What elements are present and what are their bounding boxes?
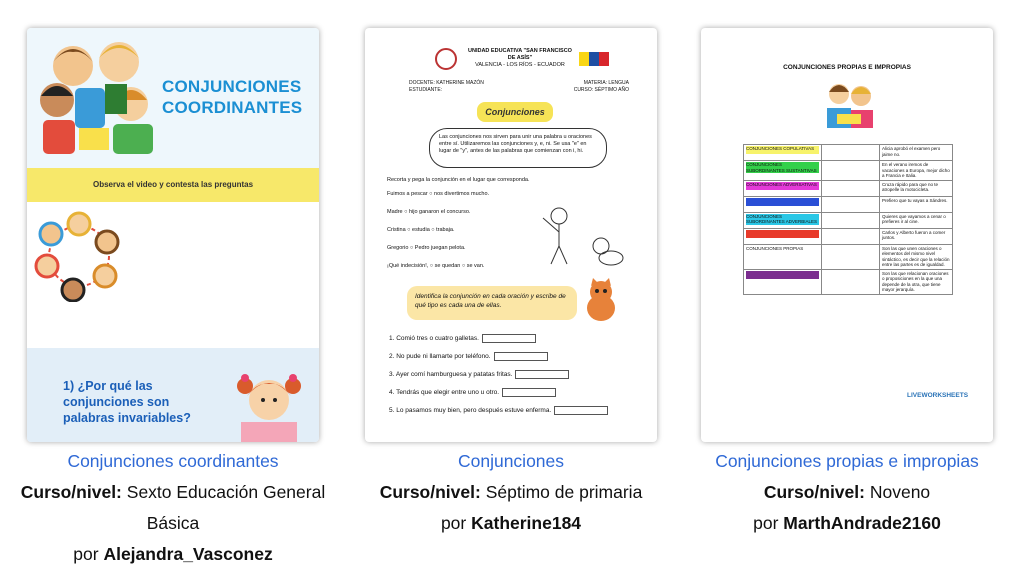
worksheet-thumbnail[interactable] (27, 28, 319, 442)
conjunction-label-cell (744, 196, 822, 212)
conjunction-label-cell (744, 145, 822, 161)
definition-cloud: Las conjunciones nos sirven para unir una palabra u oraciones entre sí. Utilizaremos las conjunciones y, e, ni. Se usa "e" en lugar de "y", antes de las palabras que comienzan con i, hi. (429, 128, 607, 168)
worksheet-caption-2 (340, 446, 682, 539)
exercise-text: 1. Comió tres o cuatro galletas. (389, 335, 479, 343)
exercise-item (389, 406, 608, 415)
exercise-item (389, 388, 556, 397)
docente-text: DOCENTE: KATHERINE MAZÓN (409, 80, 484, 86)
drop-target-cell[interactable] (822, 196, 880, 212)
instruction-text: Recorta y pega la conjunción en el lugar que corresponda. (387, 177, 530, 183)
cat-icon (583, 278, 619, 322)
drop-target-cell[interactable] (822, 180, 880, 196)
drop-target-cell[interactable] (822, 269, 880, 294)
school-subtitle: VALENCIA - LOS RÍOS - ECUADOR (475, 62, 565, 68)
drop-target-cell[interactable] (822, 244, 880, 269)
level-value: Noveno (869, 482, 931, 502)
drop-target-cell[interactable] (822, 145, 880, 161)
worksheet-title-link[interactable]: Conjunciones (457, 451, 565, 471)
exercise-instruction-note: Identifica la conjunción en cada oración y escribe de qué tipo es cada una de ellas. (407, 286, 577, 320)
conjunction-row (744, 228, 953, 244)
answer-box[interactable] (482, 334, 536, 343)
exercise-line: Cristina ○ estudia ○ trabaja. (387, 227, 455, 233)
author-name[interactable]: Katherine184 (471, 513, 582, 533)
worksheet-caption-3 (676, 446, 1018, 539)
curso-text: CURSO: SÉPTIMO AÑO (573, 87, 629, 93)
exercise-line: Fuimos a pescar ○ nos divertimos mucho. (387, 191, 490, 197)
by-label: por (753, 513, 779, 533)
conjunction-label (746, 271, 819, 279)
exercise-item (389, 370, 569, 379)
worksheet-thumbnail[interactable] (701, 28, 993, 442)
example-sentence-cell: Prefiero que tu vayas a Sándres. (880, 196, 953, 212)
conjunction-row (744, 244, 953, 269)
answer-box[interactable] (502, 388, 556, 397)
conjunction-label-cell (744, 269, 822, 294)
exercise-text: 5. Lo pasamos muy bien, pero después estuve enferma. (389, 407, 552, 415)
author-name[interactable]: Alejandra_Vasconez (103, 544, 273, 564)
thumbnail-heading: CONJUNCIONES COORDINANTES (162, 77, 303, 117)
exercise-line: ¡Qué indecisión!, ○ se quedan ○ se van. (387, 263, 485, 269)
example-sentence-cell: Quieres que vayamos a cenar o prefieres ir al cine. (880, 212, 953, 228)
thumbnail-heading: CONJUNCIONES PROPIAS E IMPROPIAS (783, 64, 911, 71)
level-label: Curso/nivel: (763, 482, 865, 502)
answer-box[interactable] (515, 370, 569, 379)
worksheet-card-1[interactable] (27, 28, 319, 442)
kids-reading-illustration (819, 78, 879, 130)
conjunction-label: CONJUNCIONES ADVERSATIVAS (746, 182, 819, 190)
thumbnail-instruction-band: Observa el video y contesta las preguntas (27, 168, 319, 202)
worksheet-title-link[interactable]: Conjunciones propias e impropias (715, 451, 979, 471)
worksheet-level (340, 477, 682, 508)
worksheet-thumbnail[interactable] (365, 28, 657, 442)
conjunction-row (744, 196, 953, 212)
school-name (465, 48, 575, 69)
example-sentence-cell: Son las que unen oraciones o elementos del mismo nivel sintáctico, es decir que la relación entre las partes es de igualdad. (880, 244, 953, 269)
conjunction-label: CONJUNCIONES SUBORDINANTES ADVERBIALES (746, 213, 818, 224)
conjunction-label (746, 198, 819, 206)
answer-box[interactable] (494, 352, 548, 361)
author-name[interactable]: MarthAndrade2160 (783, 513, 941, 533)
conjunction-label: CONJUNCIONES PROPIAS (746, 246, 819, 254)
worksheet-author (676, 508, 1018, 539)
conjunction-label: CONJUNCIONES COPULATIVAS (746, 146, 819, 154)
brand-text: LIVEWORKSHEETS (907, 392, 969, 399)
conjunction-label: CONJUNCIONES SUBORDINANTES SUSTANTIVAS (746, 162, 819, 173)
example-sentence-cell: Carlos y Alberto fueron a comer juntos. (880, 228, 953, 244)
exercise-text: 2. No pude ni llamarte por teléfono. (389, 353, 491, 361)
worksheet-author (0, 539, 346, 570)
worksheet-title-link[interactable]: Conjunciones coordinantes (67, 451, 279, 471)
by-label: por (440, 513, 467, 533)
materia-text: MATERIA: LENGUA (583, 80, 629, 86)
level-value: Séptimo de primaria (485, 482, 643, 502)
conjunction-row (744, 180, 953, 196)
conjunctions-table (743, 144, 953, 295)
kids-circle-illustration (33, 210, 125, 302)
drop-target-cell[interactable] (822, 212, 880, 228)
level-label: Curso/nivel: (20, 482, 122, 502)
conjunction-row (744, 269, 953, 294)
worksheet-author (340, 508, 682, 539)
conjunction-label-cell (744, 180, 822, 196)
conjunction-label-cell (744, 228, 822, 244)
liveworksheets-logo (907, 392, 968, 399)
level-label: Curso/nivel: (379, 482, 481, 502)
estudiante-text: ESTUDIANTE: (409, 87, 443, 93)
kids-reading-illustration (35, 36, 163, 158)
exercise-text: 3. Ayer comí hamburguesa y patatas fritas. (389, 371, 513, 379)
conjunctions-table-body (744, 145, 953, 295)
example-sentence-cell: En el verano iremos de vacaciones a Europa, mejor dicho a Francia e Italia. (880, 161, 953, 181)
thumbnail-question: 1) ¿Por qué las conjunciones son palabras invariables? (63, 379, 191, 425)
school-logo-icon (435, 48, 457, 70)
exercise-line: Gregorio ○ Pedro juegan pelota. (387, 245, 466, 251)
fisherman-illustration (535, 198, 625, 268)
ministry-logo-icon (579, 52, 609, 66)
worksheet-card-2[interactable] (365, 28, 657, 442)
by-label: por (73, 544, 99, 564)
exercise-item (389, 352, 548, 361)
drop-target-cell[interactable] (822, 228, 880, 244)
drop-target-cell[interactable] (822, 161, 880, 181)
girl-writing-illustration (223, 366, 315, 442)
school-title: UNIDAD EDUCATIVA "SAN FRANCISCO DE ASÍS" (468, 48, 572, 61)
worksheet-caption-1 (0, 446, 346, 570)
example-sentence-cell: Alicia aprobó el examen pero jaime no. (880, 145, 953, 161)
conjunction-label-cell (744, 244, 822, 269)
conjunction-row (744, 212, 953, 228)
exercise-text: 4. Tendrás que elegir entre uno u otro. (389, 389, 500, 397)
exercise-item (389, 334, 536, 343)
thumbnail-heading: Conjunciones (477, 102, 553, 122)
worksheet-card-3[interactable] (701, 28, 993, 442)
worksheet-metadata (409, 80, 629, 94)
conjunction-label-cell (744, 161, 822, 181)
conjunction-row (744, 161, 953, 181)
conjunction-label (746, 230, 819, 238)
example-sentence-cell: Cruza rápido para que no te atropelle la motocicleta. (880, 180, 953, 196)
exercise-line: Madre ○ hijo ganaron el concurso. (387, 209, 471, 215)
conjunction-label-cell (744, 212, 822, 228)
example-sentence-cell: Son las que relacionan oraciones o proposiciones en la que una depende de la otra, que tiene mayor jerarquía. (880, 269, 953, 294)
worksheet-level (0, 477, 346, 539)
conjunction-row (744, 145, 953, 161)
answer-box[interactable] (554, 406, 608, 415)
worksheet-level (676, 477, 1018, 508)
level-value: Sexto Educación General Básica (126, 482, 326, 533)
